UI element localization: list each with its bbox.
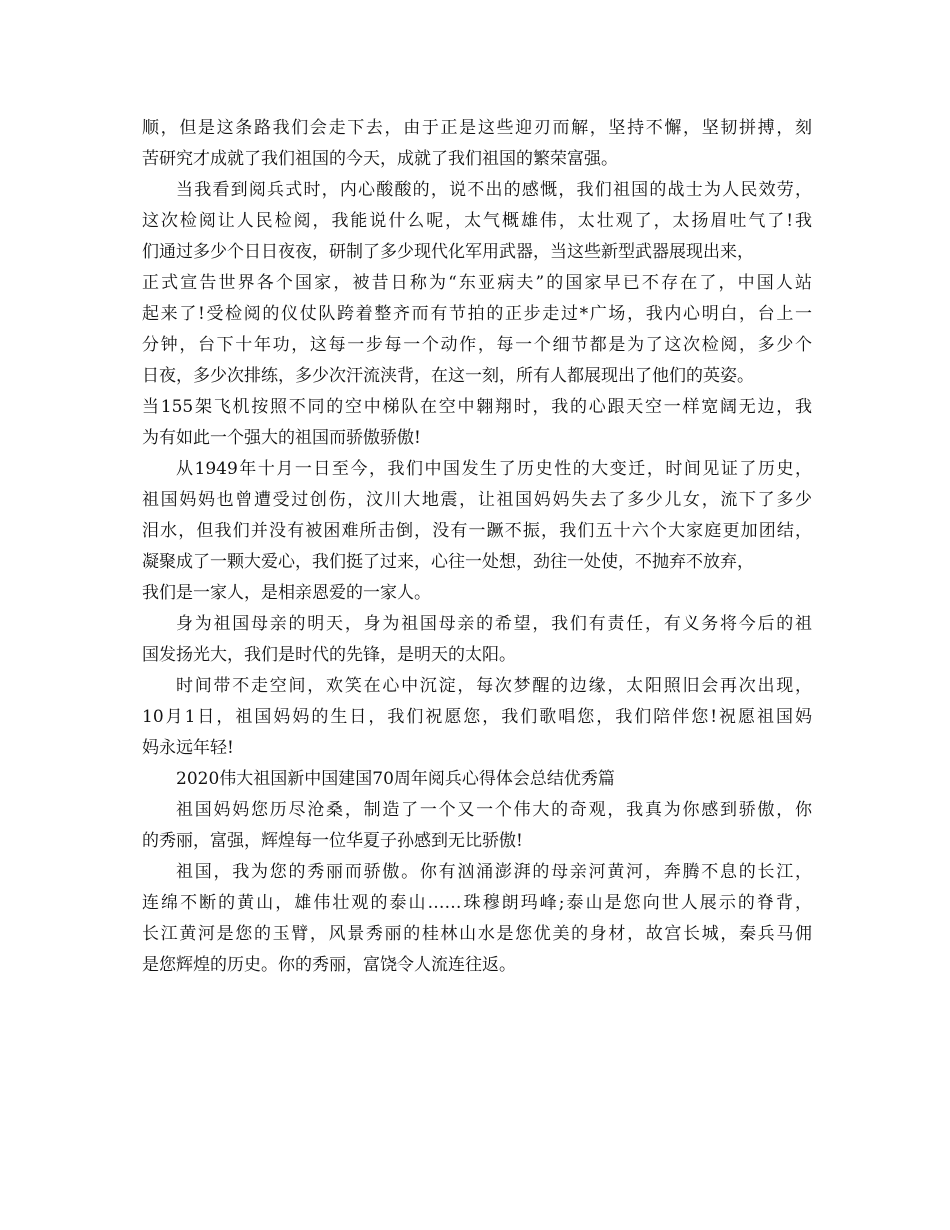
- text-line: 这次检阅让人民检阅，我能说什么呢，太气概雄伟，太壮观了，太扬眉吐气了!我: [142, 211, 812, 231]
- document-body: [142, 113, 812, 981]
- text-line: 10月1日，祖国妈妈的生日，我们祝愿您，我们歌唱您，我们陪伴您!祝愿祖国妈: [142, 707, 812, 727]
- text-line: 国发扬光大，我们是时代的先锋，是明天的太阳。: [142, 645, 516, 665]
- text-line: 分钟，台下十年功，这每一步每一个动作，每一个细节都是为了这次检阅，多少个: [142, 335, 812, 355]
- text-line: 苦研究才成就了我们祖国的今天，成就了我们祖国的繁荣富强。: [142, 149, 618, 169]
- text-line: 的秀丽，富强，辉煌每一位华夏子孙感到无比骄傲!: [142, 831, 523, 851]
- text-line: 祖国，我为您的秀丽而骄傲。你有汹涌澎湃的母亲河黄河，奔腾不息的长江，: [176, 862, 812, 882]
- text-line: 祖国妈妈您历尽沧桑，制造了一个又一个伟大的奇观，我真为你感到骄傲，你: [176, 800, 812, 820]
- text-line: 连绵不断的黄山，雄伟壮观的泰山……珠穆朗玛峰;泰山是您向世人展示的脊背，: [142, 893, 812, 913]
- text-line: 泪水，但我们并没有被困难所击倒，没有一蹶不振，我们五十六个大家庭更加团结，: [142, 521, 812, 541]
- text-line: 当155架飞机按照不同的空中梯队在空中翱翔时，我的心跟天空一样宽阔无边，我: [142, 397, 812, 417]
- text-line: 顺，但是这条路我们会走下去，由于正是这些迎刃而解，坚持不懈，坚韧拼搏，刻: [142, 118, 812, 138]
- text-line: 妈永远年轻!: [142, 738, 234, 758]
- text-line: 长江黄河是您的玉臂，风景秀丽的桂林山水是您优美的身材，故宫长城，秦兵马佣: [142, 924, 812, 944]
- text-line: 们通过多少个日日夜夜，研制了多少现代化军用武器，当这些新型武器展现出来，: [142, 242, 754, 262]
- text-line: 我们是一家人，是相亲恩爱的一家人。: [142, 583, 431, 603]
- text-line: 身为祖国母亲的明天，身为祖国母亲的希望，我们有责任，有义务将今后的祖: [176, 614, 812, 634]
- text-line: 正式宣告世界各个国家，被昔日称为“东亚病夫”的国家早已不存在了，中国人站: [142, 273, 812, 293]
- text-line: 起来了!受检阅的仪仗队跨着整齐而有节拍的正步走过*广场，我内心明白，台上一: [142, 304, 812, 324]
- text-line: 从1949年十月一日至今，我们中国发生了历史性的大变迁，时间见证了历史，: [176, 459, 812, 479]
- text-line: 时间带不走空间，欢笑在心中沉淀，每次梦醒的边缘，太阳照旧会再次出现，: [176, 676, 812, 696]
- text-line: 祖国妈妈也曾遭受过创伤，汶川大地震，让祖国妈妈失去了多少儿女，流下了多少: [142, 490, 812, 510]
- text-line: 凝聚成了一颗大爱心，我们挺了过来，心往一处想，劲往一处使，不抛弃不放弃，: [142, 552, 754, 572]
- text-line: 是您辉煌的历史。你的秀丽，富饶令人流连往返。: [142, 955, 516, 975]
- text-line: 日夜，多少次排练，多少次汗流浃背，在这一刻，所有人都展现出了他们的英姿。: [142, 366, 754, 386]
- text-line: 当我看到阅兵式时，内心酸酸的，说不出的感慨，我们祖国的战士为人民效劳，: [176, 180, 812, 200]
- text-line: 2020伟大祖国新中国建国70周年阅兵心得体会总结优秀篇: [176, 769, 615, 789]
- text-line: 为有如此一个强大的祖国而骄傲骄傲!: [142, 428, 421, 448]
